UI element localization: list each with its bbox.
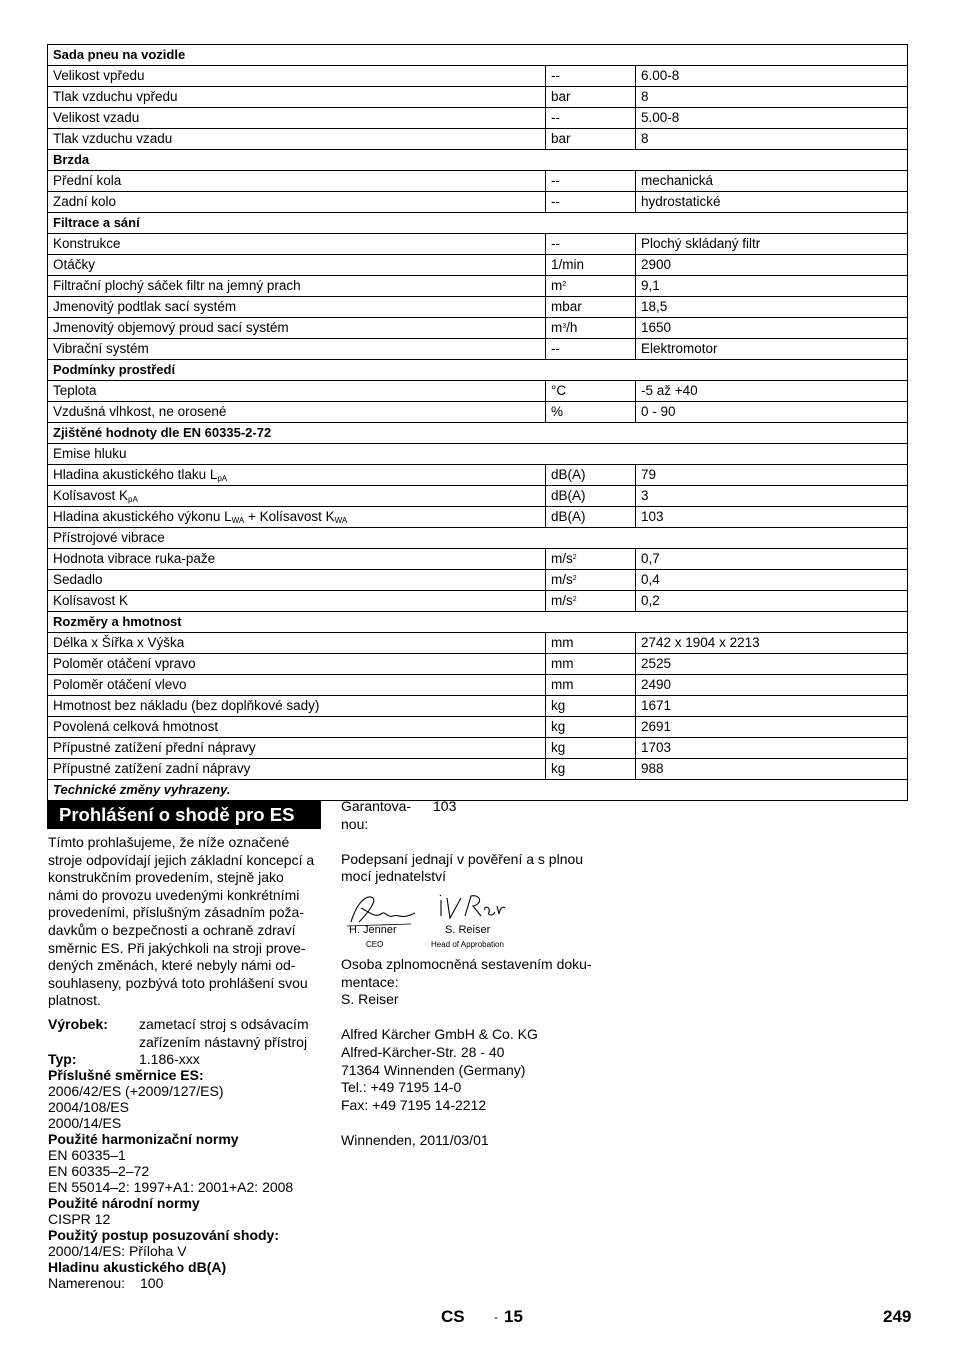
table-row: Hmotnost bez nákladu (bez doplňkové sady) kg 1671 [48,696,908,717]
table-row: Přední kola -- mechanická [48,171,908,192]
footer-dash: - [494,1310,498,1324]
table-row: Velikost vpředu -- 6.00-8 [48,66,908,87]
table-row: Emise hluku [48,444,908,465]
table-row: Přípustné zatížení přední nápravy kg 1703 [48,738,908,759]
table-row: Délka x Šířka x Výška mm 2742 x 1904 x 2213 [48,633,908,654]
signer-name: S. Reiser [445,923,491,936]
table-row: Teplota °C -5 až +40 [48,381,908,402]
declaration-intro: Tímto prohlašujeme, že níže označené stroje odpovídají jejich základní koncepcí a konstrukčním provedením, stejně jako námi do provozu uvedenými konkrétními provedeními, příslušným zásadním poža- davkům o bezpečnosti a ochraně zdraví směrnic ES. Při jakýchkoli na stroji prove- dených změnách, které nebyly námi od- souhlaseny, pozbývá toto prohlášení svou platnost. [48,834,315,1009]
declaration-left-column [48,834,324,1291]
declaration-heading: Prohlášení o shodě pro ES [47,800,321,829]
table-row: Hodnota vibrace ruka-paže $m/s^2$ 0,7 [48,549,908,570]
signer-name: H. Jenner [349,923,397,936]
signatures [341,892,611,952]
section-title: Filtrace a sání [48,213,908,234]
section-title: Rozměry a hmotnost [48,612,908,633]
directive-item: 2004/108/ES [48,1099,129,1116]
signed-statement: Podepsaní jednají v pověření a s plnou mocí jednatelství [341,850,584,885]
table-row: Konstrukce -- Plochý skládaný filtr [48,234,908,255]
authorized-person: Osoba zplnomocněná sestavením doku- mentace: S. Reiser [341,955,592,1008]
table-row: Filtrační plochý sáček filtr na jemný prach $m^2$ 9,1 [48,276,908,297]
table-row: Zadní kolo -- hydrostatické [48,192,908,213]
table-row: Kolísavost $K_{pA}$ dB(A) 3 [48,486,908,507]
product-field: Výrobek: zametací stroj s odsávacím zařízením nástavný přístroj [48,1015,309,1050]
section-title: Podmínky prostředí [48,360,908,381]
section-title: Sada pneu na vozidle [48,45,908,66]
table-row: Kolísavost K $m/s^2$ 0,2 [48,591,908,612]
company-address: Alfred Kärcher GmbH & Co. KG Alfred-Kärcher-Str. 28 - 40 71364 Winnenden (Germany) Tel.: +49 7195 14-0 Fax: +49 7195 14-2212 [341,1026,538,1113]
directives-label: Příslušné směrnice ES: [48,1067,204,1084]
technical-changes-note: Technické změny vyhrazeny. [48,780,908,801]
section-title: Zjištěné hodnoty dle EN 60335-2-72 [48,423,908,444]
standard-item: EN 55014–2: 1997+A1: 2001+A2: 2008 [48,1179,294,1196]
harmonized-standards-label: Použité harmonizační normy [48,1131,239,1148]
measured-level: Namerenou: 100 [48,1275,164,1292]
signer-role: Head of Approbation [431,939,504,949]
table-row: Sedadlo $m/s^2$ 0,4 [48,570,908,591]
standard-item: EN 60335–1 [48,1147,126,1164]
footer-page-number: 249 [883,1307,912,1326]
section-title: Brzda [48,150,908,171]
conformity-procedure: 2000/14/ES: Příloha V [48,1243,187,1260]
signature-reiser [437,892,507,924]
table-row: Tlak vzduchu vzadu bar 8 [48,129,908,150]
table-row: Hladina akustického výkonu $L_{WA}$ + Kolísavost $K_{WA}$ dB(A) 103 [48,507,908,528]
place-date: Winnenden, 2011/03/01 [341,1131,489,1148]
table-row: Jmenovitý objemový proud sací systém $m^3/h$ 1650 [48,318,908,339]
technical-data-table [47,44,908,801]
table-row: Povolená celková hmotnost kg 2691 [48,717,908,738]
table-row: Přístrojové vibrace [48,528,908,549]
table-row: Hladina akustického tlaku $L_{pA}$ dB(A) 79 [48,465,908,486]
standard-item: CISPR 12 [48,1211,111,1228]
directive-item: 2000/14/ES [48,1115,122,1132]
table-row: Poloměr otáčení vlevo mm 2490 [48,675,908,696]
conformity-procedure-label: Použitý postup posuzování shody: [48,1227,279,1244]
sound-level-label: Hladinu akustického dB(A) [48,1259,227,1276]
type-field: Typ: 1.186-xxx [48,1051,200,1068]
table-row: Poloměr otáčení vpravo mm 2525 [48,654,908,675]
table-row: Přípustné zatížení zadní nápravy kg 988 [48,759,908,780]
table-row: Velikost vzadu -- 5.00-8 [48,108,908,129]
table-row: Vzdušná vlhkost, ne orosené % 0 - 90 [48,402,908,423]
table-row: Jmenovitý podtlak sací systém mbar 18,5 [48,297,908,318]
table-row: Vibrační systém -- Elektromotor [48,339,908,360]
standard-item: EN 60335–2–72 [48,1163,150,1180]
guaranteed-level: Garantova- nou: 103 [341,798,457,832]
footer-language: CS [441,1307,465,1326]
national-standards-label: Použité národní normy [48,1195,200,1212]
footer-local-page: 15 [504,1307,523,1326]
signer-role: CEO [366,939,384,949]
table-row: Tlak vzduchu vpředu bar 8 [48,87,908,108]
directive-item: 2006/42/ES (+2009/127/ES) [48,1083,224,1100]
declaration-right-column [341,798,611,1150]
table-row: Otáčky 1/min 2900 [48,255,908,276]
